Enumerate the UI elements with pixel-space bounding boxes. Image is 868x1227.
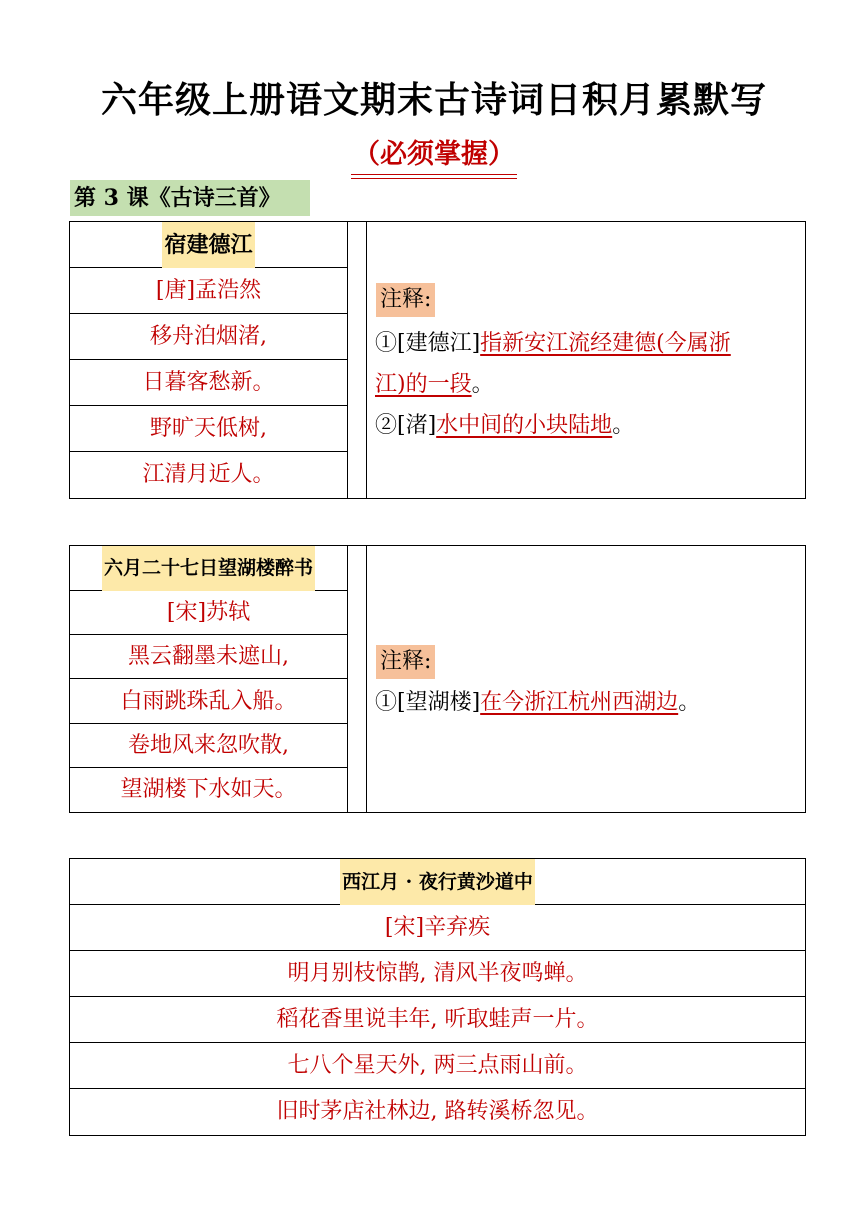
poem-title-row bbox=[70, 546, 347, 591]
poem-author: [唐]孟浩然 bbox=[70, 268, 347, 314]
poem-line: 望湖楼下水如天。 bbox=[120, 777, 297, 802]
note-punct: 。 bbox=[678, 690, 701, 715]
poem-title: 西江月 · 夜行黄沙道中 bbox=[340, 859, 535, 905]
note-term: ①[建德江] bbox=[375, 331, 481, 356]
note-punct: 。 bbox=[612, 413, 635, 438]
poem-line: 七八个星天外, 两三点雨山前。 bbox=[70, 1043, 805, 1089]
poem-line: 明月别枝惊鹊, 清风半夜鸣蝉。 bbox=[70, 951, 805, 997]
note-term: ①[望湖楼] bbox=[375, 690, 481, 715]
note-term: ②[渚] bbox=[375, 413, 437, 438]
notes-column bbox=[367, 222, 805, 498]
note-body bbox=[375, 682, 805, 723]
poem-table-1 bbox=[69, 221, 806, 499]
poem-line: 稻花香里说丰年, 听取蛙声一片。 bbox=[70, 997, 805, 1043]
note-definition: 在今浙江杭州西湖边 bbox=[480, 690, 679, 715]
poem-line: 日暮客愁新。 bbox=[70, 360, 347, 406]
poem-line: 移舟泊烟渚, bbox=[70, 314, 347, 360]
poem-title: 六月二十七日望湖楼醉书 bbox=[102, 546, 315, 591]
notes-column bbox=[367, 546, 805, 812]
column-divider bbox=[347, 222, 367, 498]
note-punct: 。 bbox=[471, 372, 494, 397]
poem-title-row bbox=[70, 222, 347, 268]
poem-table-2 bbox=[69, 545, 806, 813]
poem-line: 江清月近人。 bbox=[142, 462, 275, 487]
poem-author: [宋]辛弃疾 bbox=[70, 905, 805, 951]
note-label: 注释: bbox=[376, 283, 435, 317]
subtitle-wrap bbox=[0, 132, 868, 175]
poem-title-row bbox=[70, 859, 805, 905]
poem-line: 卷地风来忽吹散, bbox=[70, 724, 347, 768]
poem-table-3 bbox=[69, 858, 806, 1136]
poem-line: 黑云翻墨未遮山, bbox=[70, 635, 347, 679]
column-divider bbox=[347, 546, 367, 812]
note-definition: 江)的一段 bbox=[375, 372, 472, 397]
poem-line: 野旷天低树, bbox=[70, 406, 347, 452]
poem-author: [宋]苏轼 bbox=[70, 591, 347, 635]
lesson-heading: 第 3 课《古诗三首》 bbox=[70, 180, 310, 216]
poem-line: 旧时茅店社林边, 路转溪桥忽见。 bbox=[276, 1099, 599, 1124]
page-title: 六年级上册语文期末古诗词日积月累默写 bbox=[100, 80, 767, 121]
poem-title: 宿建德江 bbox=[162, 222, 254, 268]
note-definition: 指新安江流经建德(今属浙 bbox=[480, 331, 731, 356]
note-label: 注释: bbox=[376, 645, 435, 679]
note-definition: 水中间的小块陆地 bbox=[436, 413, 613, 438]
note-body bbox=[375, 323, 805, 446]
poem-line: 白雨跳珠乱入船。 bbox=[70, 679, 347, 724]
page-subtitle: （必须掌握） bbox=[351, 132, 517, 175]
